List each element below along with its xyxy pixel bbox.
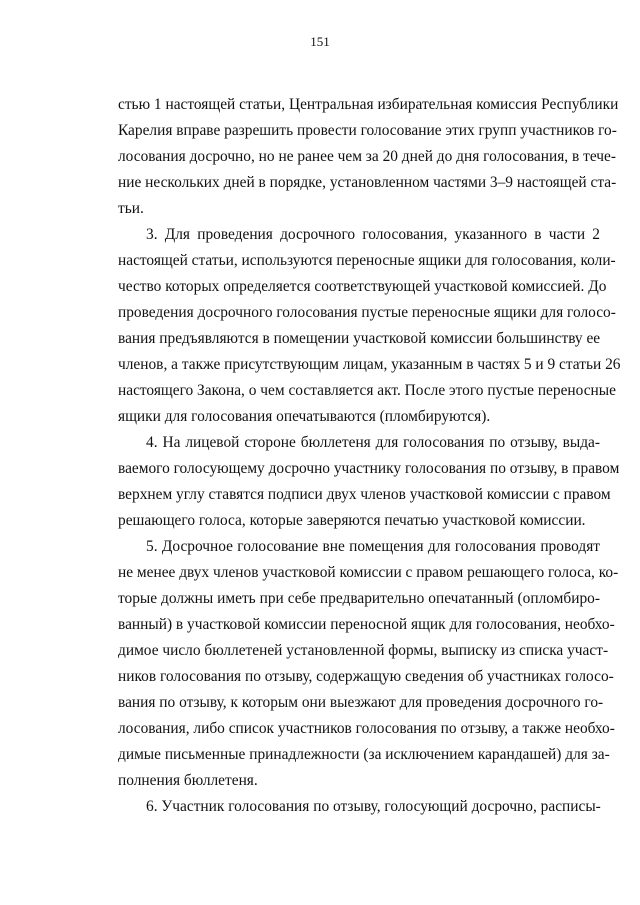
text-line: проведения досрочного голосования пустые переносные ящики для голосо- — [118, 304, 616, 321]
text-line: вания предъявляются в помещении участковой комиссии большинству ее — [118, 330, 601, 347]
text-line: димые письменные принадлежности (за исключением карандашей) для за- — [118, 746, 610, 763]
text-line: ваемого голосующему досрочно участнику голосования по отзыву, в правом — [118, 460, 620, 477]
text-line: чество которых определяется соответствующей участковой комиссией. До — [118, 278, 607, 295]
text-line: ящики для голосования опечатываются (пломбируются). — [118, 408, 491, 425]
text-line: димое число бюллетеней установленной формы, выписку из списка участ- — [118, 642, 609, 659]
text-line: Карелия вправе разрешить провести голосование этих групп участников го- — [118, 122, 617, 139]
paragraph-item-5 — [118, 534, 619, 794]
document-body — [118, 92, 621, 820]
text-line: решающего голоса, которые заверяются печатью участковой комиссии. — [118, 512, 586, 529]
text-line: верхнем углу ставятся подписи двух членов участковой комиссии с правом — [118, 486, 611, 503]
text-line: 5. Досрочное голосование вне помещения для голосования проводят — [146, 538, 600, 555]
text-line: лосования досрочно, но не ранее чем за 20 дней до дня голосования, в тече- — [118, 148, 616, 165]
text-line: ние нескольких дней в порядке, установленном частями 3–9 настоящей ста- — [118, 174, 617, 191]
text-line: настоящего Закона, о чем составляется акт. После этого пустые переносные — [118, 382, 616, 399]
text-line: тьи. — [118, 200, 144, 217]
text-line: лосования, либо список участников голосования по отзыву, а также необхо- — [118, 720, 615, 737]
text-line: членов, а также присутствующим лицам, указанным в частях 5 и 9 статьи 26 — [118, 356, 621, 373]
page-number: 151 — [310, 34, 330, 49]
paragraph-item-3 — [118, 222, 621, 430]
text-line: ников голосования по отзыву, содержащую сведения об участниках голосо- — [118, 668, 614, 685]
text-line: торые должны иметь при себе предварительно опечатанный (опломбиро- — [118, 590, 600, 607]
paragraph-continuation — [118, 92, 619, 222]
text-line: 4. На лицевой стороне бюллетеня для голосования по отзыву, выда- — [146, 434, 600, 451]
text-line: не менее двух членов участковой комиссии с правом решающего голоса, ко- — [118, 564, 619, 581]
text-line: настоящей статьи, используются переносные ящики для голосования, коли- — [118, 252, 616, 269]
text-line: полнения бюллетеня. — [118, 772, 258, 789]
text-line: 3. Для проведения досрочного голосования, указанного в части 2 — [146, 226, 600, 243]
paragraph-item-4 — [118, 430, 620, 534]
text-line: стью 1 настоящей статьи, Центральная избирательная комиссия Республики — [118, 96, 619, 113]
text-line: 6. Участник голосования по отзыву, голосующий досрочно, расписы- — [146, 798, 601, 815]
text-line: вания по отзыву, к которым они выезжают для проведения досрочного го- — [118, 694, 604, 711]
paragraph-item-6 — [118, 794, 600, 820]
text-line: ванный) в участковой комиссии переносной ящик для голосования, необхо- — [118, 616, 615, 633]
